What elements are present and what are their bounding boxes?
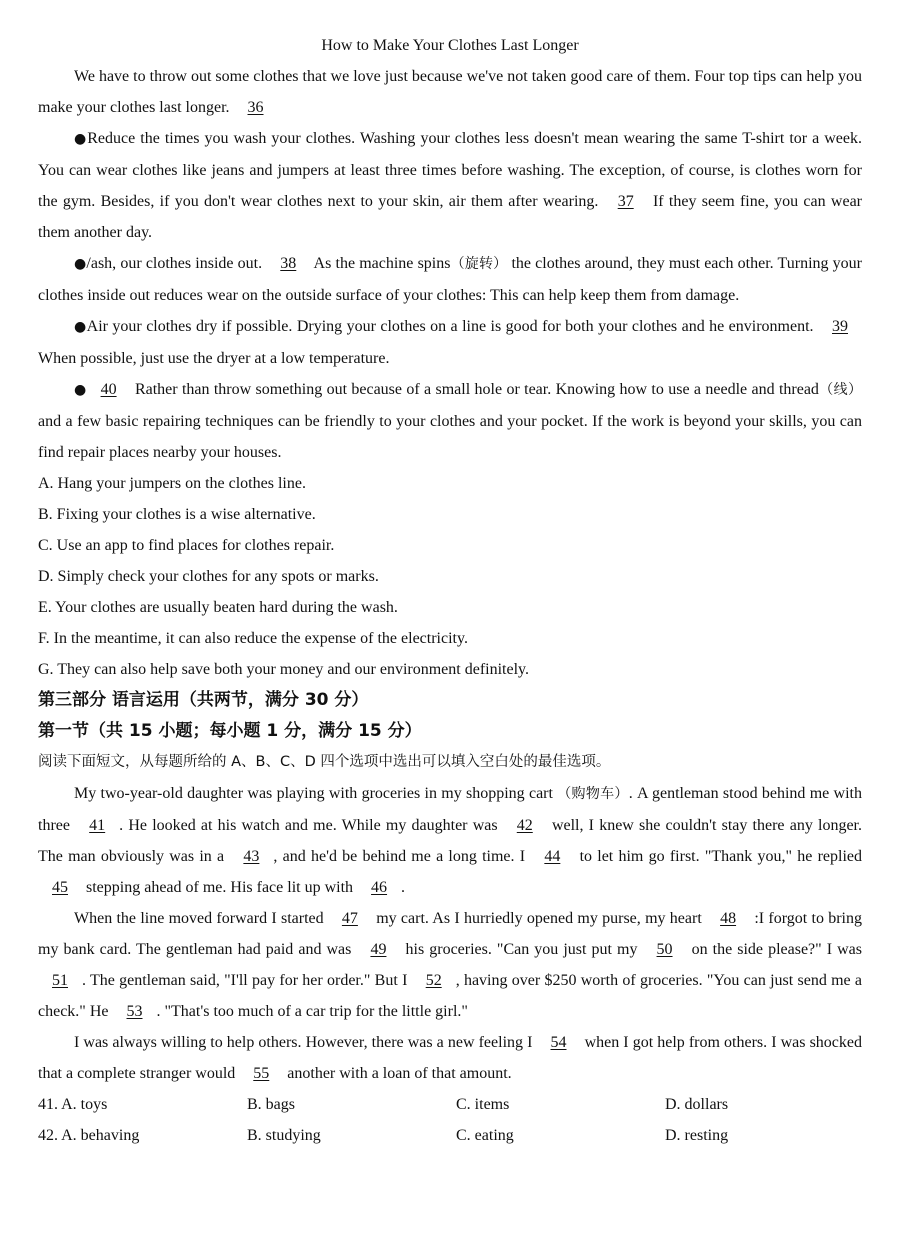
section-instruction: 阅读下面短文，从每题所给的 A、B、C、D 四个选项中选出可以填入空白处的最佳选项。: [38, 754, 611, 770]
cloze-paragraph-3: I was always willing to help others. However, there was a new feeling I 54 when I got help from others. I was shocked that a complete stranger would 55 another with a loan of that amount.: [38, 1027, 862, 1089]
document-page: [38, 30, 862, 1151]
choice-c: C. items: [456, 1096, 510, 1113]
blank-46: 46: [371, 879, 388, 896]
option-c: C. Use an app to find places for clothes repair.: [38, 537, 335, 554]
blank-54: 54: [550, 1034, 567, 1051]
blank-36: 36: [247, 99, 264, 116]
blank-45: 45: [52, 879, 68, 896]
tip2-paragraph: ●/ash, our clothes inside out. 38 As the machine spins（旋转） the clothes around, they must each other. Turning your clothes inside out reduces wear on the outside surface of your clothes: This can help keep them from damage.: [38, 248, 862, 311]
cloze-paragraph-1: My two-year-old daughter was playing with groceries in my shopping cart （购物车）. A gentleman stood behind me with three 41 . He looked at his watch and me. While my daughter was 42 well, I knew she couldn't stay there any longer. The man obviously was in a 43 , and he'd be behind me a long time. I 44 to let him go first. "Thank you," he replied 45 stepping ahead of me. His face lit up with 46 .: [38, 778, 862, 903]
blank-53: 53: [126, 1003, 143, 1020]
blank-44: 44: [544, 848, 561, 865]
blank-40: 40: [100, 381, 117, 398]
tip4-paragraph: ● 40 Rather than throw something out because of a small hole or tear. Knowing how to use a needle and thread（线） and a few basic repairing techniques can be friendly to your clothes and your pocket. If the work is beyond your skills, you can find repair places nearby your houses.: [38, 374, 862, 468]
question-number: 42.: [38, 1127, 58, 1144]
blank-51: 51: [52, 972, 68, 989]
option-g: G. They can also help save both your money and our environment definitely.: [38, 661, 529, 678]
blank-37: 37: [617, 193, 634, 210]
blank-39: 39: [832, 318, 848, 335]
blank-42: 42: [516, 817, 533, 834]
bullet-icon: ●: [74, 382, 87, 398]
choice-b: B. bags: [247, 1096, 295, 1113]
passage-title: How to Make Your Clothes Last Longer: [321, 37, 579, 54]
blank-38: 38: [280, 255, 297, 272]
bullet-icon: ●: [74, 319, 87, 335]
section-sub-heading: 第一节（共 15 小题；每小题 1 分，满分 15 分）: [38, 721, 422, 741]
blank-49: 49: [370, 941, 387, 958]
blank-52: 52: [425, 972, 442, 989]
choice-d: D. dollars: [665, 1096, 729, 1113]
cloze-paragraph-2: When the line moved forward I started 47 my cart. As I hurriedly opened my purse, my heart 48 :I forgot to bring my bank card. The gentleman had paid and was 49 his groceries. "Can you just put my 50 on the side please?" I was 51 . The gentleman said, "I'll pay for her order." But I 52 , having over $250 worth of groceries. "You can just send me a check." He 53 . "That's too much of a car trip for the little girl.": [38, 903, 862, 1027]
section-part-heading: 第三部分 语言运用（共两节，满分 30 分）: [38, 690, 369, 710]
choice-a: A. behaving: [61, 1127, 140, 1144]
question-number: 41.: [38, 1096, 58, 1113]
question-row: [38, 1089, 862, 1120]
option-a: A. Hang your jumpers on the clothes line.: [38, 475, 306, 492]
blank-41: 41: [89, 817, 106, 834]
tip1-paragraph: ●Reduce the times you wash your clothes. Washing your clothes less doesn't mean wearing the same T-shirt tor a week. You can wear clothes like jeans and jumpers at least three times before washing. The exception, of course, is clothes worn for the gym. Besides, if you don't wear clothes next to your skin, air them after wearing. 37 If they seem fine, you can wear them another day.: [38, 130, 863, 241]
choice-b: B. studying: [247, 1127, 321, 1144]
tip3-paragraph: ●Air your clothes dry if possible. Drying your clothes on a line is good for both your clothes and he environment. 39 When possible, just use the dryer at a low temperature.: [38, 311, 862, 374]
bullet-icon: ●: [74, 131, 88, 147]
option-f: F. In the meantime, it can also reduce the expense of the electricity.: [38, 630, 468, 647]
blank-50: 50: [656, 941, 673, 958]
blank-43: 43: [243, 848, 260, 865]
option-b: B. Fixing your clothes is a wise alternative.: [38, 506, 316, 523]
question-row: [38, 1120, 862, 1151]
intro-paragraph: We have to throw out some clothes that we love just because we've not taken good care of them. Four top tips can help you make your clothes last longer. 36: [38, 61, 862, 123]
blank-48: 48: [720, 910, 737, 927]
bullet-icon: ●: [74, 256, 87, 272]
choice-c: C. eating: [456, 1127, 514, 1144]
choice-d: D. resting: [665, 1127, 729, 1144]
option-d: D. Simply check your clothes for any spots or marks.: [38, 568, 379, 585]
option-e: E. Your clothes are usually beaten hard during the wash.: [38, 599, 398, 616]
blank-47: 47: [341, 910, 358, 927]
choice-a: A. toys: [61, 1096, 108, 1113]
blank-55: 55: [253, 1065, 270, 1082]
